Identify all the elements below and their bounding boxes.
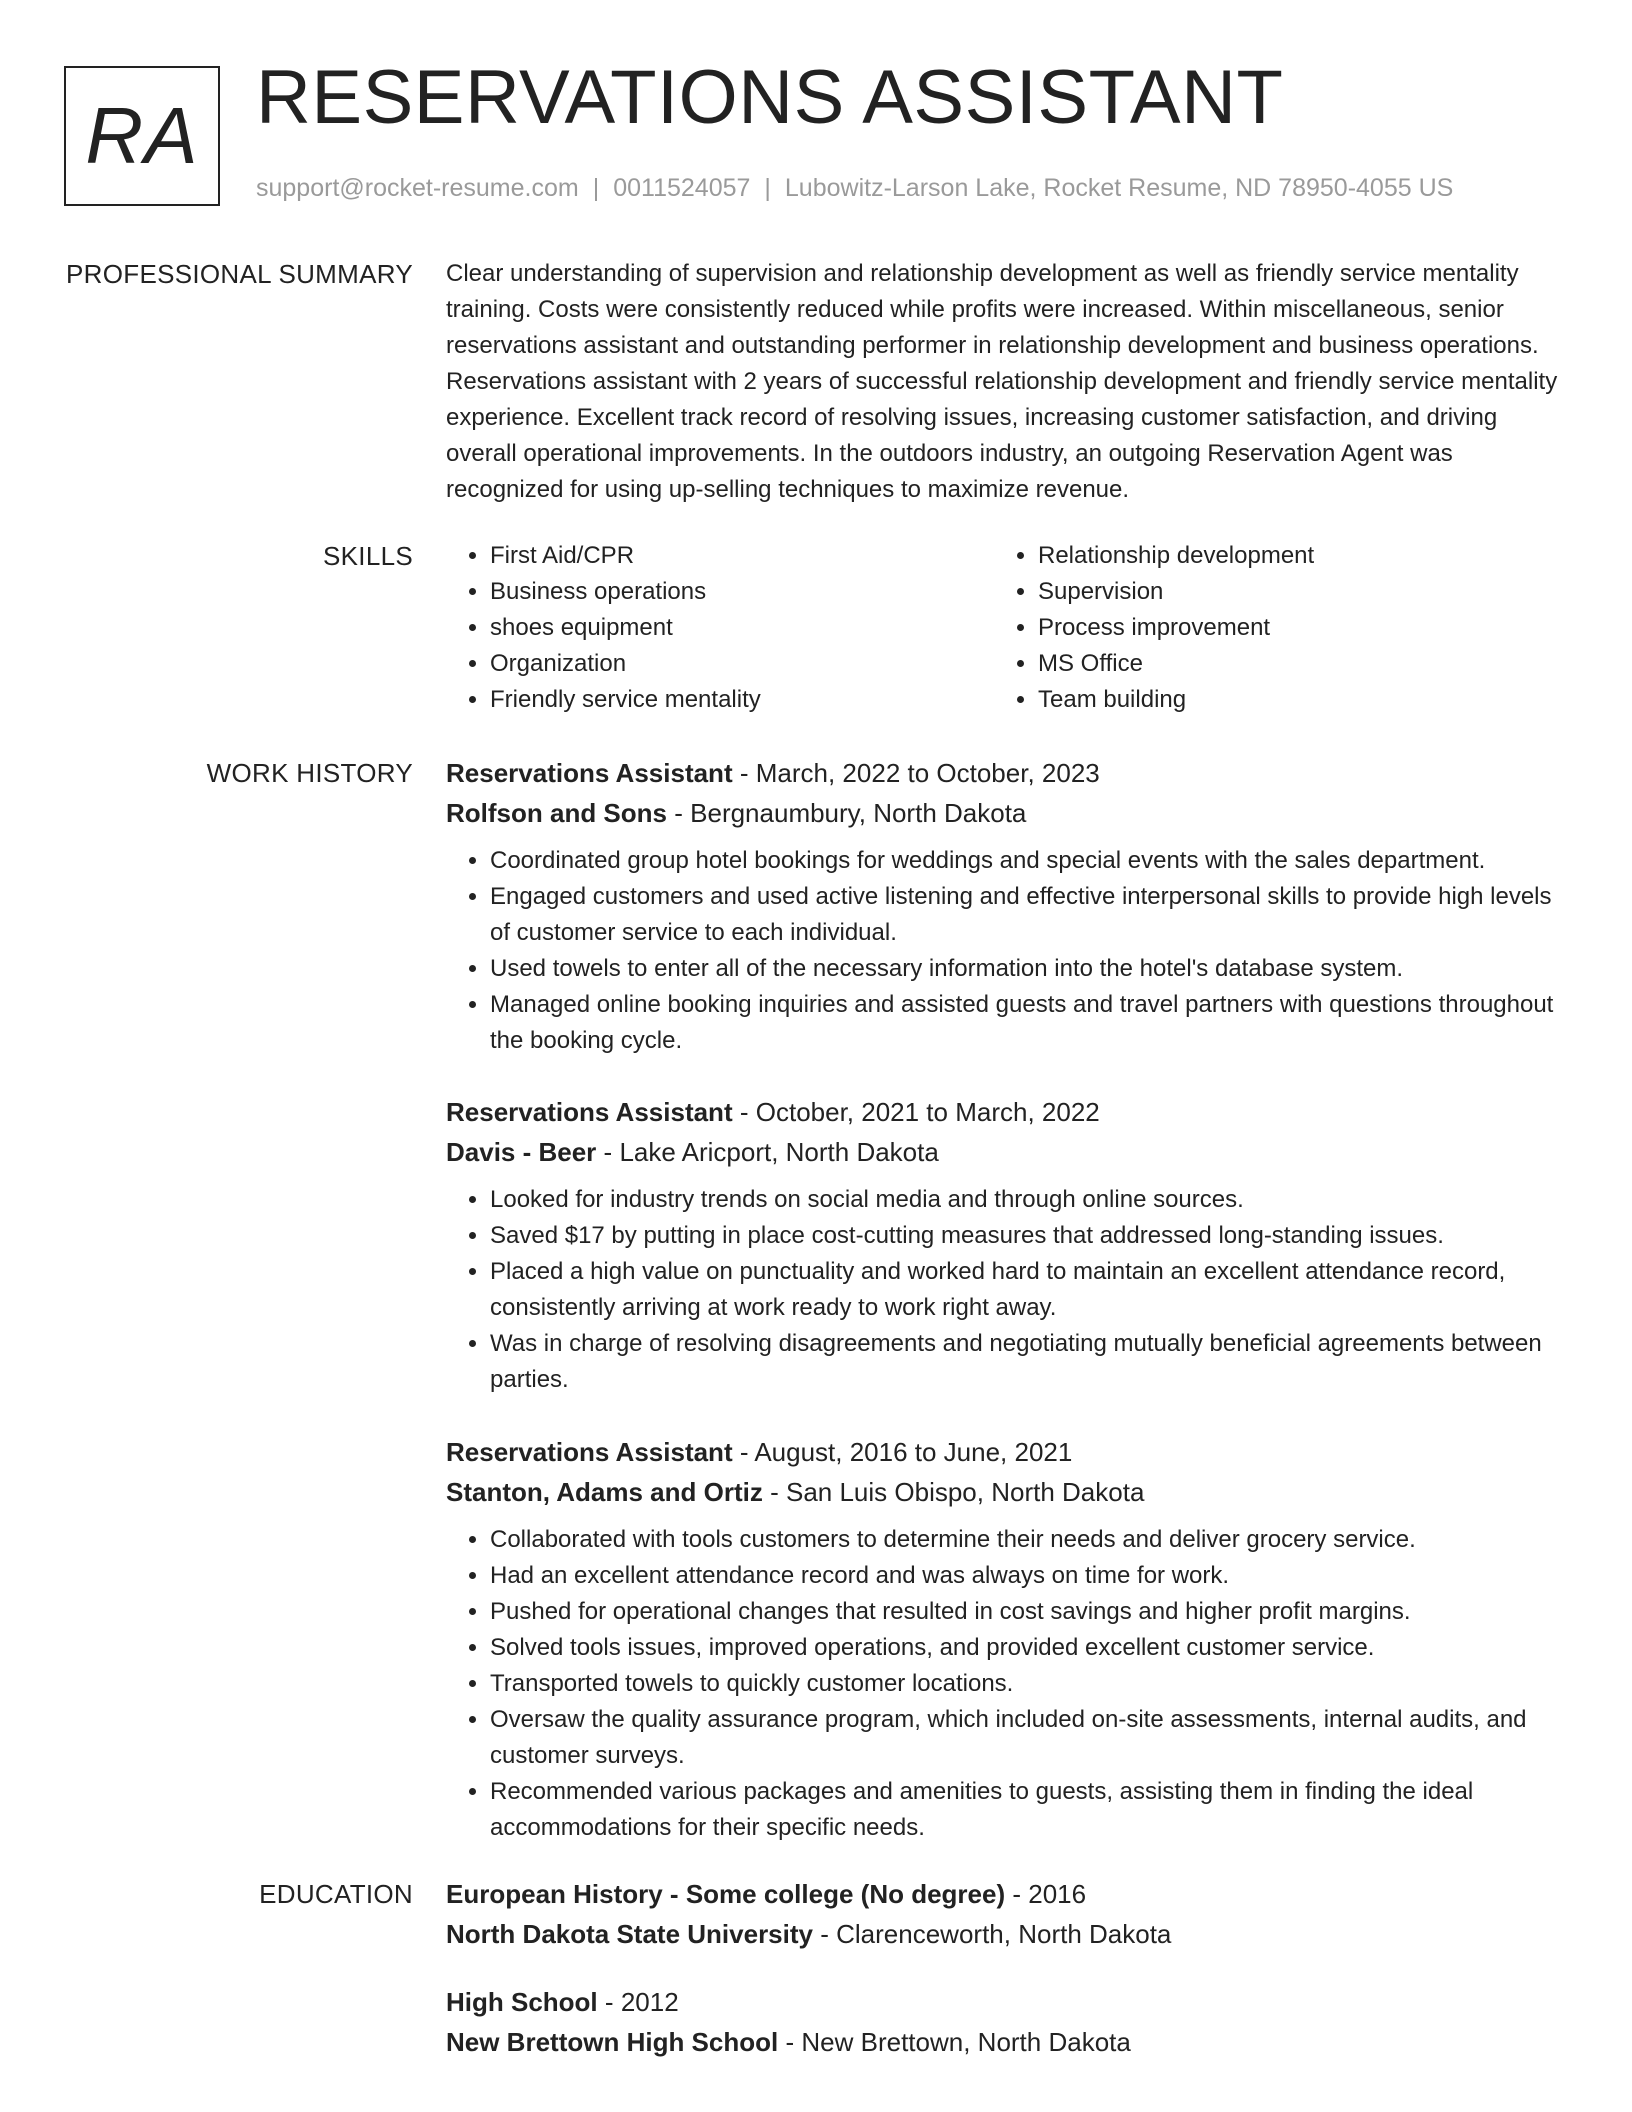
job-company: Davis - Beer: [446, 1137, 597, 1167]
job-bullet: • Placed a high value on punctuality and worked hard to maintain an excellent attendance record, consistently arriving at work ready to work right away.: [490, 1254, 1558, 1326]
job-bullets: [446, 843, 1558, 1059]
dash: -: [1012, 1879, 1022, 1909]
dash: -: [739, 758, 749, 788]
job-company-line: [446, 1472, 1558, 1512]
skill-item: • Friendly service mentality: [490, 682, 994, 718]
contact-line: [256, 174, 1453, 203]
job-title-line: [446, 1432, 1558, 1472]
job-bullet: • Looked for industry trends on social media and through online sources.: [490, 1182, 1558, 1218]
skill-item: • shoes equipment: [490, 610, 994, 646]
education-degree-line: [446, 1874, 1558, 1914]
skills-column-left: [446, 538, 994, 718]
contact-separator: |: [764, 174, 771, 202]
skill-item: • Business operations: [490, 574, 994, 610]
job-dates: August, 2016 to June, 2021: [754, 1437, 1073, 1467]
dash: -: [603, 1137, 613, 1167]
job-bullet: • Oversaw the quality assurance program, which included on-site assessments, internal audits, and customer surveys.: [490, 1702, 1558, 1774]
education-degree-line: [446, 1982, 1558, 2022]
skill-item: • First Aid/CPR: [490, 538, 994, 574]
skills-heading: SKILLS: [323, 541, 413, 571]
job-bullet: • Pushed for operational changes that resulted in cost savings and higher profit margins.: [490, 1594, 1558, 1630]
monogram-initials: RA: [85, 91, 199, 180]
dash: -: [770, 1477, 779, 1507]
job-company: Stanton, Adams and Ortiz: [446, 1477, 763, 1507]
summary-text: Clear understanding of supervision and relationship development as well as friendly service mentality training. Costs were consistently reduced while profits were increased. Within miscellaneous, senior reservations assistant and outstanding performer in relationship development and business operations. Reservations assistant with 2 years of successful relationship development and friendly service mentality experience. Excellent track record of resolving issues, increasing customer satisfaction, and driving overall operational improvements. In the outdoors industry, an outgoing Reservation Agent was recognized for using up-selling techniques to maximize revenue.: [446, 260, 1558, 503]
job-bullet: • Transported towels to quickly customer locations.: [490, 1666, 1558, 1702]
job-location: San Luis Obispo, North Dakota: [785, 1477, 1145, 1507]
education-degree: European History - Some college (No degree): [446, 1879, 1006, 1909]
skill-item: • Organization: [490, 646, 994, 682]
education-school: New Brettown High School: [446, 2027, 779, 2057]
job-bullets: [446, 1182, 1558, 1398]
job-location: Lake Aricport, North Dakota: [619, 1137, 939, 1167]
education-location: New Brettown, North Dakota: [801, 2027, 1131, 2057]
monogram-box: [64, 66, 220, 206]
job-bullet: • Was in charge of resolving disagreements and negotiating mutually beneficial agreements between parties.: [490, 1326, 1558, 1398]
job-company: Rolfson and Sons: [446, 798, 667, 828]
dash: -: [785, 2027, 795, 2057]
job-bullet: • Solved tools issues, improved operations, and provided excellent customer service.: [490, 1630, 1558, 1666]
education-degree: High School: [446, 1987, 598, 2017]
job-title: Reservations Assistant: [446, 758, 733, 788]
job-location: Bergnaumbury, North Dakota: [690, 798, 1027, 828]
job-bullets: [446, 1522, 1558, 1846]
dash: -: [604, 1987, 614, 2017]
dash: -: [739, 1437, 749, 1467]
resume-name: RESERVATIONS ASSISTANT: [256, 55, 1284, 140]
job-dates: October, 2021 to March, 2022: [755, 1097, 1100, 1127]
dash: -: [739, 1097, 749, 1127]
education-school-line: [446, 2022, 1558, 2062]
summary-heading: PROFESSIONAL SUMMARY: [66, 259, 413, 289]
job-bullet: • Recommended various packages and amenities to guests, assisting them in finding the ideal accommodations for their specific needs.: [490, 1774, 1558, 1846]
education-school-line: [446, 1914, 1558, 1954]
education-location: Clarenceworth, North Dakota: [836, 1919, 1172, 1949]
job-bullet: • Had an excellent attendance record and was always on time for work.: [490, 1558, 1558, 1594]
skill-item: • Relationship development: [1038, 538, 1542, 574]
job-title-line: [446, 753, 1558, 793]
skills-column-right: [994, 538, 1542, 718]
education-heading: EDUCATION: [259, 1879, 413, 1909]
skill-item: • Supervision: [1038, 574, 1542, 610]
education-school: North Dakota State University: [446, 1919, 813, 1949]
contact-separator: |: [592, 174, 600, 202]
dash: -: [674, 798, 683, 828]
job-company-line: [446, 793, 1558, 833]
job-bullet: • Engaged customers and used active listening and effective interpersonal skills to provide high levels of customer service to each individual.: [490, 879, 1558, 951]
education-year: 2016: [1028, 1879, 1087, 1909]
contact-phone: 0011524057: [613, 174, 751, 202]
job-bullet: • Coordinated group hotel bookings for weddings and special events with the sales department.: [490, 843, 1558, 879]
skill-item: • MS Office: [1038, 646, 1542, 682]
job-bullet: • Managed online booking inquiries and assisted guests and travel partners with questions throughout the booking cycle.: [490, 987, 1558, 1059]
skill-item: • Team building: [1038, 682, 1542, 718]
work-history-heading: WORK HISTORY: [206, 758, 413, 788]
contact-address: Lubowitz-Larson Lake, Rocket Resume, ND 78950-4055 US: [784, 174, 1454, 202]
job-title: Reservations Assistant: [446, 1437, 733, 1467]
job-bullet: • Used towels to enter all of the necessary information into the hotel's database system.: [490, 951, 1558, 987]
dash: -: [820, 1919, 829, 1949]
job-bullet: • Saved $17 by putting in place cost-cutting measures that addressed long-standing issues.: [490, 1218, 1558, 1254]
job-dates: March, 2022 to October, 2023: [755, 758, 1100, 788]
job-title: Reservations Assistant: [446, 1097, 733, 1127]
contact-email: support@rocket-resume.com: [256, 174, 579, 202]
job-bullet: • Collaborated with tools customers to determine their needs and deliver grocery service.: [490, 1522, 1558, 1558]
skill-item: • Process improvement: [1038, 610, 1542, 646]
education-year: 2012: [620, 1987, 679, 2017]
job-title-line: [446, 1092, 1558, 1132]
job-company-line: [446, 1132, 1558, 1172]
